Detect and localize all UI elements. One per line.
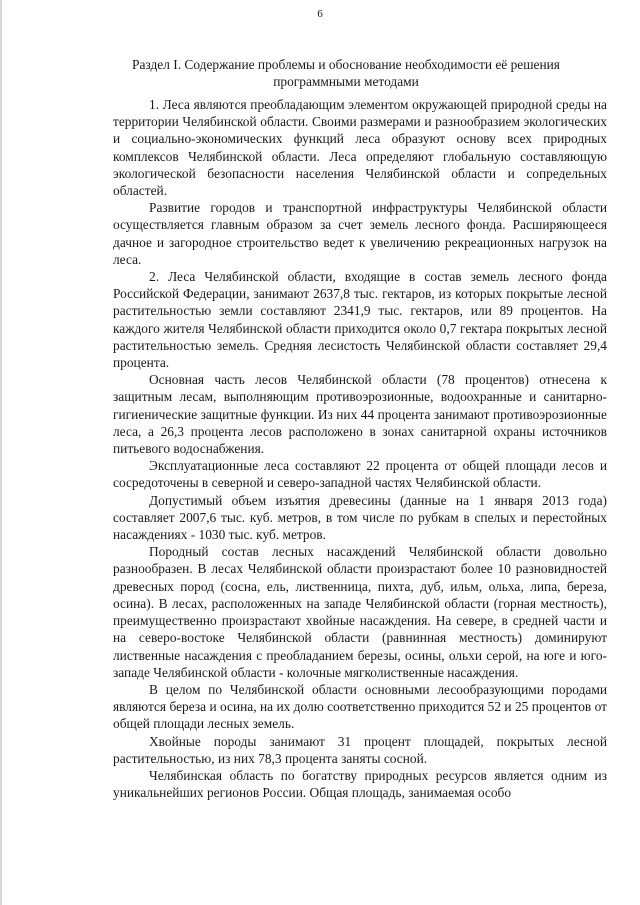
document-body — [113, 96, 607, 801]
paragraph-natural-resources: Челябинская область по богатству природных ресурсов является одним из уникальнейших регионов России. Общая площадь, занимаемая особо — [113, 767, 607, 801]
paragraph-coniferous: Хвойные породы занимают 31 процент площадей, покрытых лесной растительностью, из них 78,3 процента заняты сосной. — [113, 733, 607, 766]
paragraph-forest-area: 2. Леса Челябинской области, входящие в состав земель лесного фонда Российской Федерации, занимают 2637,8 тыс. гектаров, из которых покрытые лесной растительностью земли составляют 2341,9 тыс. гектаров, или 89 процентов. На каждого жителя Челябинской области приходится около 0,7 гектара покрытых лесной растительностью земель. Средняя лесистость Челябинской области составляет 29,4 процента. — [113, 269, 607, 371]
page-number: 6 — [317, 8, 323, 20]
paragraph-protective-forests: Основная часть лесов Челябинской области (78 процентов) отнесена к защитным лесам, выполняющим противоэрозионные, водоохранные и санитарно-гигиенические защитные функции. Из них 44 процента занимают противоэрозионные леса, а 26,3 процента лесов расположено в зонах санитарной охраны источников питьевого водоснабжения. — [113, 372, 607, 457]
paragraph-exploitation-forests: Эксплуатационные леса составляют 22 процента от общей площади лесов и сосредоточены в северной и северо-западной частях Челябинской области. — [113, 458, 607, 491]
paragraph-forests-role: 1. Леса являются преобладающим элементом окружающей природной среды на территории Челябинской области. Своими размерами и разнообразием экологических и социально-экономических функций леса образуют основу всех природных комплексов Челябинской области. Леса определяют глобальную составляющую экологической безопасности населения Челябинской области и сопредельных областей. — [113, 97, 607, 199]
paragraph-urban-development: Развитие городов и транспортной инфраструктуры Челябинской области осуществляется главным образом за счет земель лесного фонда. Расширяющееся дачное и загородное строительство ведет к увеличению рекреационных нагрузок на леса. — [113, 200, 607, 267]
section-title: Раздел I. Содержание проблемы и обоснование необходимости её решения программными методами — [132, 57, 560, 89]
paragraph-species-composition: Породный состав лесных насаждений Челябинской области довольно разнообразен. В лесах Челябинской области произрастают более 10 разновидностей древесных пород (сосна, ель, лиственница, пихта, дуб, ильм, ольха, липа, береза, осина). В лесах, расположенных на западе Челябинской области (горная местность), преимущественно произрастают хвойные насаждения. На севере, в средней части и на северо-востоке Челябинской области (равнинная местность) доминируют лиственные насаждения с преобладанием березы, осины, ольхи серой, на юге и юго-западе Челябинской области - колочные мягколиственные насаждения. — [113, 544, 607, 680]
paragraph-main-species: В целом по Челябинской области основными лесообразующими породами являются береза и осина, на их долю соответственно приходится 52 и 25 процентов от общей площади лесных земель. — [113, 681, 607, 732]
paragraph-allowable-harvest: Допустимый объем изъятия древесины (данные на 1 января 2013 года) составляет 2007,6 тыс. куб. метров, в том числе по рубкам в спелых и перестойных насаждениях - 1030 тыс. куб. метров. — [113, 492, 607, 543]
scan-edge — [0, 0, 2, 905]
